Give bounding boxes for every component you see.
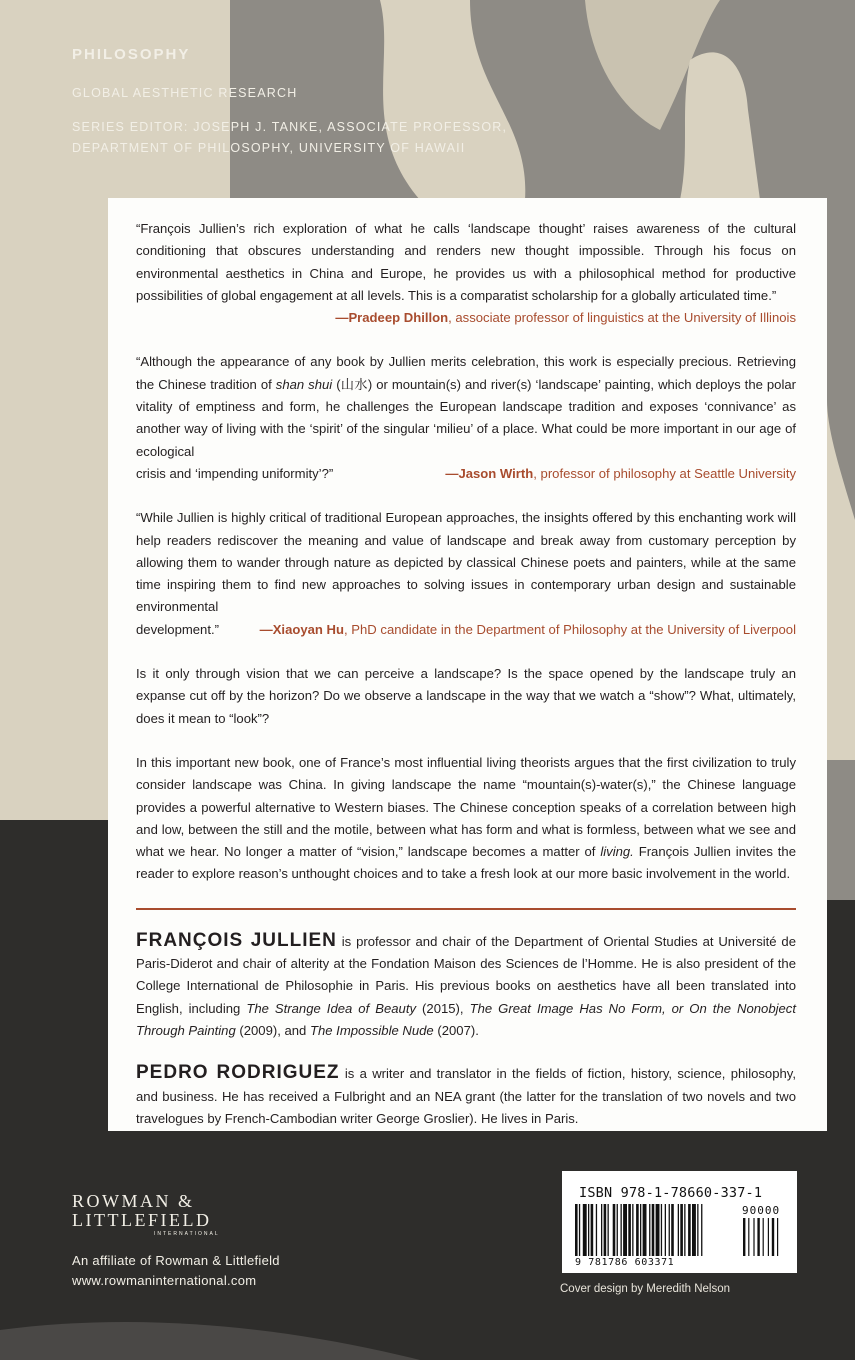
barcode-bar xyxy=(661,1204,662,1256)
barcode-bar xyxy=(591,1204,594,1256)
barcode-bar xyxy=(628,1204,631,1256)
series-info xyxy=(72,46,507,159)
barcode-bar xyxy=(777,1218,778,1256)
quote-italic-term: shan shui xyxy=(275,376,333,392)
barcode-bar xyxy=(772,1218,774,1256)
quote-author: —Pradeep Dhillon xyxy=(335,310,449,326)
barcode-bar xyxy=(575,1204,578,1256)
barcode-bar xyxy=(697,1204,698,1256)
series-editor-line2: DEPARTMENT OF PHILOSOPHY, UNIVERSITY OF HAWAII xyxy=(72,141,466,155)
barcode-bar xyxy=(601,1204,602,1256)
barcode-bar xyxy=(763,1218,764,1256)
barcode-bar xyxy=(636,1204,639,1256)
barcode-bar xyxy=(588,1204,589,1256)
barcode-bar xyxy=(656,1204,660,1256)
barcode-bar xyxy=(632,1204,633,1256)
category-label: PHILOSOPHY xyxy=(72,46,191,63)
author-bio: FRANÇOIS JULLIEN is professor and chair of the Department of Oriental Studies at Université de Paris-Diderot and chair of alterity at the Fondation Maison des Sciences de l’Homme. He is also president of the College International de Philosophie in Paris. His previous books on aesthetics have all been translated into English, including The Strange Idea of Beauty (2015), The Great Image Has No Form, or On the Nonobject Through Painting (2009), and The Impossible Nude (2007). xyxy=(136,929,796,1038)
divider-rule xyxy=(136,908,796,910)
barcode-bar xyxy=(623,1204,627,1256)
barcode-number: 9 781786 603371 xyxy=(575,1257,675,1268)
barcode-bar xyxy=(692,1204,696,1256)
price-code: 90000 xyxy=(742,1204,781,1217)
barcode-bar xyxy=(684,1204,685,1256)
barcode-bar xyxy=(608,1204,609,1256)
back-cover-panel xyxy=(108,198,827,1131)
barcode-bar xyxy=(678,1204,679,1256)
quote-last-line: development.” —Xiaoyan Hu, PhD candidate in the Department of Philosophy at the University of Liverpool xyxy=(136,619,796,641)
barcode-bar xyxy=(671,1204,674,1256)
barcode-bar xyxy=(613,1204,616,1256)
isbn-text: ISBN 978-1-78660-337-1 xyxy=(579,1185,763,1201)
quote-text: “François Jullien’s rich exploration of what he calls ‘landscape thought’ raises awareness of the cultural conditioning that obscures understanding and renders new thought impossible. Through his focus on environmental aesthetics in China and Europe, he provides us with a philosophical method for productive possibilities of global engagement at all levels. This is a comparatist scholarship for a globally articulated time.” xyxy=(136,221,796,303)
barcode-bar xyxy=(680,1204,683,1256)
series-name: GLOBAL AESTHETIC RESEARCH xyxy=(72,86,298,100)
quote-last-line: crisis and ‘impending uniformity’?” —Jason Wirth, professor of philosophy at Seattle University xyxy=(136,463,796,485)
barcode-bar xyxy=(688,1204,691,1256)
endorsement-quote xyxy=(136,218,796,307)
quote-attribution xyxy=(445,463,796,485)
barcode-bar xyxy=(665,1204,666,1256)
publisher-affiliate: An affiliate of Rowman & Littlefield www.rowmaninternational.com xyxy=(72,1251,280,1291)
barcode-bar xyxy=(579,1204,580,1256)
translator-name: PEDRO RODRIGUEZ xyxy=(136,1062,340,1084)
quote-affiliation: , associate professor of linguistics at the University of Illinois xyxy=(448,310,796,326)
barcode-bar xyxy=(596,1204,597,1256)
barcode-bar xyxy=(652,1204,655,1256)
publisher-logo: ROWMAN & LITTLEFIELD xyxy=(72,1191,212,1230)
description-paragraph: In this important new book, one of France’s most influential living theorists argues that the first civilization to truly consider landscape was China. In giving landscape the name “mountain(s)-water(s),” the Chinese language provides a powerful alternative to Western biases. The Chinese conception speaks of a correlation between high and low, between the still and the motile, between what has form and what is formless, between what we see and what we hear. No longer a matter of “vision,” landscape becomes a matter of living. François Jullien invites the reader to explore reason’s unthought choices and to take a fresh look at our more basic involvement in the world. xyxy=(136,754,796,882)
description-paragraph: Is it only through vision that we can perceive a landscape? Is the space opened by the landscape truly an expanse cut off by the horizon? Do we observe a landscape in the way that we watch a “show”? What, ultimately, does it mean to “look”? xyxy=(136,666,796,726)
isbn-barcode xyxy=(562,1171,797,1273)
endorsement-quote: “Although the appearance of any book by Jullien merits celebration, this work is especially precious. Retrieving the Chinese tradition of shan shui (山水) or mountain(s) and river(s) ‘landscape’ painting, which deploys the polar vitality of emptiness and form, he challenges the European landscape tradition and exposes ‘connivance’ as another way of living with the ‘spirit’ of the singular ‘milieu’ of a place. What could be more important in our age of ecological xyxy=(136,354,797,459)
barcode-bar xyxy=(643,1204,647,1256)
barcode-bar xyxy=(768,1218,769,1256)
quote-author: —Xiaoyan Hu xyxy=(259,621,345,637)
quote-affiliation: , PhD candidate in the Department of Philosophy at the University of Liverpool xyxy=(344,621,796,637)
quote-affiliation: , professor of philosophy at Seattle University xyxy=(533,465,796,481)
cover-design-credit: Cover design by Meredith Nelson xyxy=(560,1283,731,1295)
barcode-bar xyxy=(748,1218,749,1256)
barcode-bar xyxy=(701,1204,702,1256)
translator-bio: PEDRO RODRIGUEZ is a writer and translator in the fields of fiction, history, science, philosophy, and business. He has received a Fulbright and an NEA grant (the latter for the translation of two novels and two travelogues by French-Cambodian writer George Groslier). He lives in Paris. xyxy=(136,1062,796,1126)
publisher-block xyxy=(72,1192,280,1291)
barcode-bar xyxy=(604,1204,607,1256)
barcode-bar xyxy=(753,1218,754,1256)
barcode-bar xyxy=(617,1204,618,1256)
author-name: FRANÇOIS JULLIEN xyxy=(136,929,337,951)
barcode-bar xyxy=(640,1204,641,1256)
barcode-bar xyxy=(757,1218,759,1256)
barcode-bar xyxy=(583,1204,587,1256)
quote-attribution xyxy=(260,619,796,641)
barcode-bar xyxy=(621,1204,622,1256)
quote-author: —Jason Wirth xyxy=(445,465,534,481)
quote-attribution xyxy=(136,307,796,329)
barcode-bar xyxy=(669,1204,670,1256)
barcode-bar xyxy=(649,1204,650,1256)
series-editor-line1: SERIES EDITOR: JOSEPH J. TANKE, ASSOCIATE PROFESSOR, xyxy=(72,120,508,134)
publisher-logo-sub: INTERNATIONAL xyxy=(154,1231,220,1237)
endorsement-quote: “While Jullien is highly critical of traditional European approaches, the insights offered by this enchanting work will help readers rediscover the meaning and value of landscape and break away from customary perception by allowing them to wander through nature as depicted by classical Chinese poets and painters, while at the same time inspiring them to find new approaches to solving issues in contemporary urban design and sustainable environmental xyxy=(136,510,796,615)
publisher-url: www.rowmaninternational.com xyxy=(72,1273,257,1288)
barcode-bar xyxy=(743,1218,745,1256)
